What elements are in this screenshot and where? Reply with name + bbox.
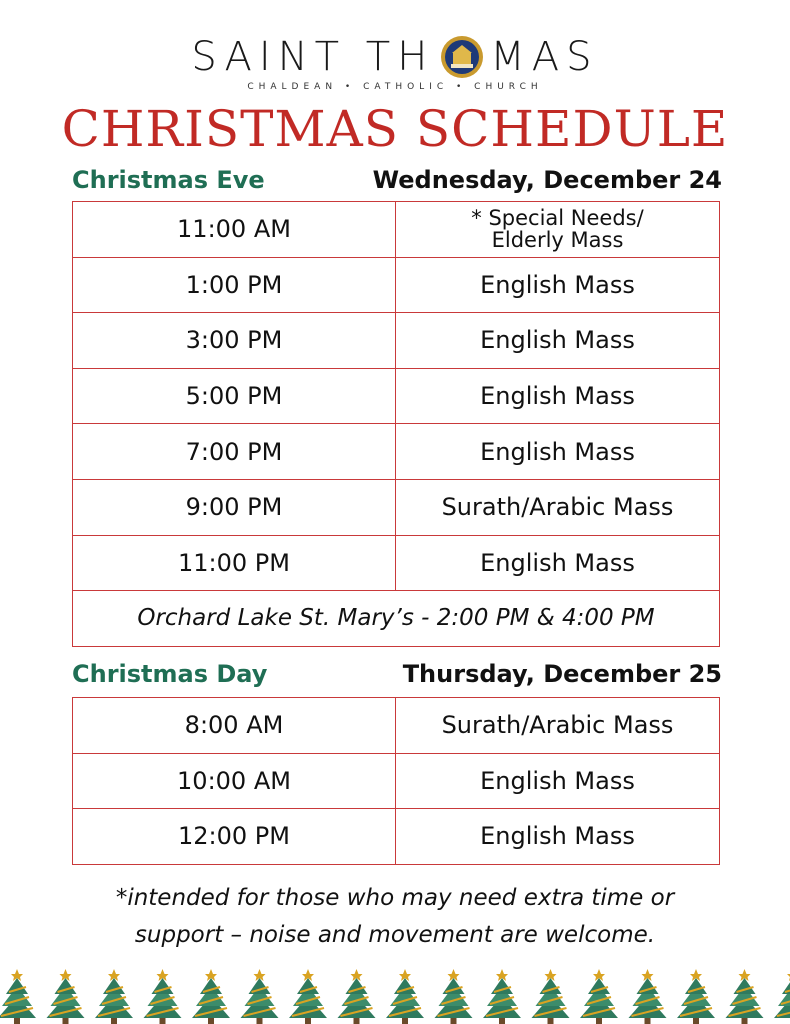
eve-date: Wednesday, December 24 bbox=[372, 166, 722, 194]
christmas-tree-icon bbox=[192, 969, 230, 1024]
time-cell: 1:00 PM bbox=[73, 257, 396, 313]
mass-cell: English Mass bbox=[396, 368, 720, 424]
christmas-tree-icon bbox=[483, 969, 521, 1024]
footnote bbox=[0, 880, 790, 954]
christmas-tree-icon bbox=[241, 969, 279, 1024]
table-row bbox=[73, 753, 720, 809]
mass-cell: Surath/Arabic Mass bbox=[396, 698, 720, 754]
mass-cell: Surath/Arabic Mass bbox=[396, 479, 720, 535]
table-row bbox=[73, 479, 720, 535]
church-name-right: MAS bbox=[490, 34, 599, 80]
christmas-tree-icon bbox=[0, 969, 36, 1024]
table-row bbox=[73, 698, 720, 754]
table-row bbox=[73, 591, 720, 647]
christmas-tree-icon bbox=[47, 969, 85, 1024]
mass-line: * Special Needs/ bbox=[471, 206, 644, 231]
eve-schedule-table bbox=[72, 201, 720, 647]
church-name-left: SAINT TH bbox=[191, 34, 435, 80]
christmas-tree-icon bbox=[532, 969, 570, 1024]
christmas-tree-icon bbox=[144, 969, 182, 1024]
christmas-tree-icon bbox=[95, 969, 133, 1024]
church-name bbox=[191, 34, 598, 80]
day-heading bbox=[72, 660, 722, 694]
eve-label: Christmas Eve bbox=[72, 166, 265, 194]
time-cell: 12:00 PM bbox=[73, 809, 396, 865]
church-subtitle: CHALDEAN • CATHOLIC • CHURCH bbox=[247, 82, 543, 92]
church-logo bbox=[0, 34, 790, 92]
christmas-tree-icon bbox=[677, 969, 715, 1024]
christmas-tree-icon bbox=[726, 969, 764, 1024]
mass-line: Elderly Mass bbox=[491, 228, 624, 253]
table-row bbox=[73, 202, 720, 258]
christmas-tree-icon bbox=[338, 969, 376, 1024]
mass-cell: English Mass bbox=[396, 313, 720, 369]
time-cell: 9:00 PM bbox=[73, 479, 396, 535]
day-label: Christmas Day bbox=[72, 660, 268, 688]
time-cell: 11:00 PM bbox=[73, 535, 396, 591]
eve-heading bbox=[72, 166, 722, 200]
time-cell: 5:00 PM bbox=[73, 368, 396, 424]
day-date: Thursday, December 25 bbox=[402, 660, 722, 688]
christmas-tree-icon bbox=[629, 969, 667, 1024]
christmas-tree-icon bbox=[386, 969, 424, 1024]
christmas-tree-icon bbox=[289, 969, 327, 1024]
table-row bbox=[73, 313, 720, 369]
table-row bbox=[73, 257, 720, 313]
day-schedule-table bbox=[72, 697, 720, 865]
mass-cell: English Mass bbox=[396, 753, 720, 809]
footnote-line: *intended for those who may need extra time or bbox=[115, 885, 675, 911]
time-cell: 11:00 AM bbox=[73, 202, 396, 258]
mass-cell bbox=[396, 202, 720, 258]
orchard-lake-note: Orchard Lake St. Mary’s - 2:00 PM & 4:00 PM bbox=[73, 591, 720, 647]
time-cell: 7:00 PM bbox=[73, 424, 396, 480]
table-row bbox=[73, 368, 720, 424]
mass-cell: English Mass bbox=[396, 809, 720, 865]
mass-cell: English Mass bbox=[396, 424, 720, 480]
time-cell: 8:00 AM bbox=[73, 698, 396, 754]
footnote-line: support – noise and movement are welcome. bbox=[134, 922, 656, 948]
page-title: CHRISTMAS SCHEDULE bbox=[61, 100, 729, 158]
christmas-tree-icon bbox=[580, 969, 618, 1024]
christmas-tree-icon bbox=[435, 969, 473, 1024]
christmas-tree-icon bbox=[774, 969, 790, 1024]
table-row bbox=[73, 809, 720, 865]
time-cell: 10:00 AM bbox=[73, 753, 396, 809]
table-row bbox=[73, 424, 720, 480]
mass-cell: English Mass bbox=[396, 535, 720, 591]
time-cell: 3:00 PM bbox=[73, 313, 396, 369]
christmas-tree-border bbox=[0, 966, 790, 1024]
table-row bbox=[73, 535, 720, 591]
church-seal-icon bbox=[440, 35, 484, 79]
mass-cell: English Mass bbox=[396, 257, 720, 313]
